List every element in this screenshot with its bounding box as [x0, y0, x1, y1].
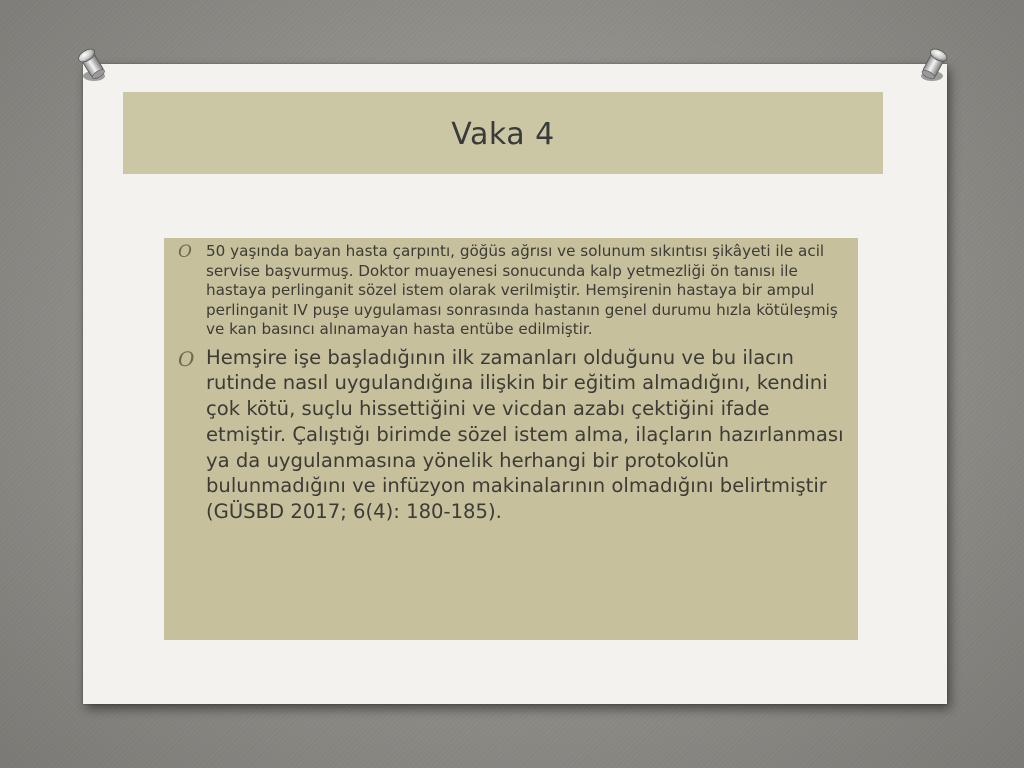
content-box [164, 238, 858, 640]
bullet-item [172, 242, 844, 340]
slide-title: Vaka 4 [451, 116, 555, 152]
bullet-text: Hemşire işe başladığının ilk zamanları olduğunu ve bu ilacın rutinde nasıl uygulandığına ilişkin bir eğitim almadığını, kendini çok kötü, suçlu hissettiğini ve vicdan azabı çektiğini ifade etmiştir. Çalıştığı birimde sözel istem alma, ilaçların hazırlanması ya da uygulanmasına yönelik herhangi bir protokolün bulunmadığını ve infüzyon makinalarının olmadığını belirtmiştir (GÜSBD 2017; 6(4): 180-185). [206, 345, 844, 524]
pushpin-icon [912, 42, 956, 86]
bullet-marker-icon: O [178, 346, 195, 371]
bullet-item [172, 345, 844, 526]
pushpin-icon [70, 42, 114, 86]
bullet-text: 50 yaşında bayan hasta çarpıntı, göğüs ağrısı ve solunum sıkıntısı şikâyeti ile acil servise başvurmuş. Doktor muayenesi sonucunda kalp yetmezliği ön tanısı ile hastaya perlinganit sözel istem olarak verilmiştir. Hemşirenin hastaya bir ampul perlinganit IV puşe uygulaması sonrasında hastanın genel durumu hızla kötüleşmiş ve kan basıncı alınamayan hasta entübe edilmiştir. [206, 242, 838, 338]
title-bar [123, 92, 883, 174]
bullet-marker-icon: O [178, 242, 192, 262]
